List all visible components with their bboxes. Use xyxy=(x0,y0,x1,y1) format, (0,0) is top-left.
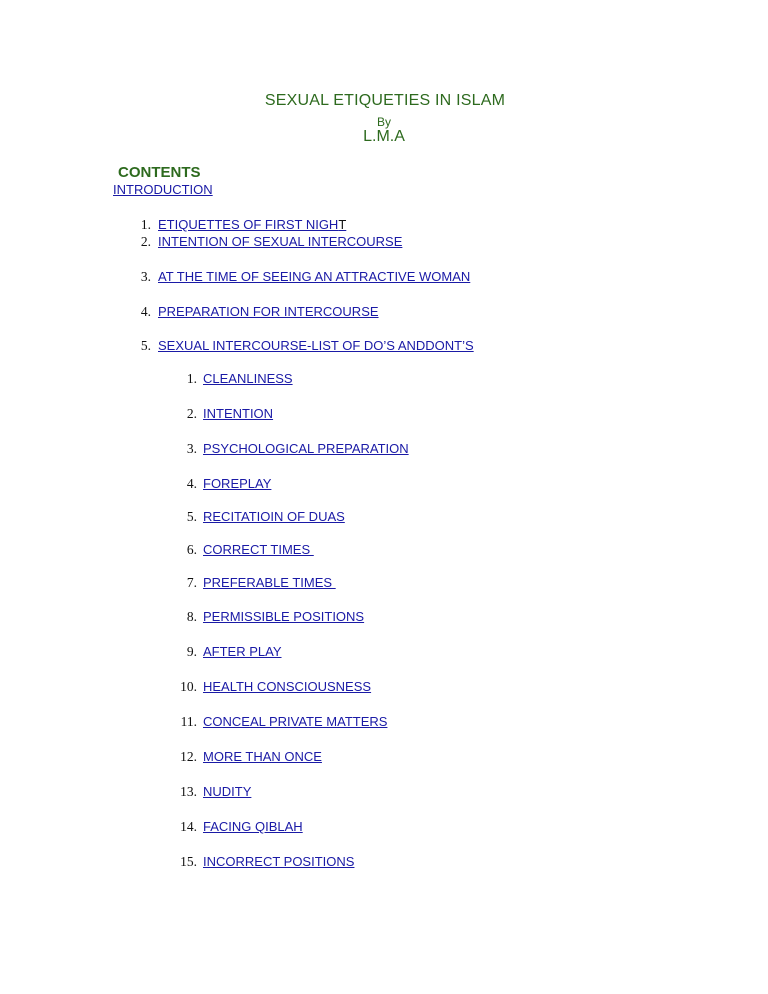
toc-link-introduction[interactable]: INTRODUCTION xyxy=(113,182,213,197)
toc-subitem-number: 10. xyxy=(180,679,197,694)
toc-link[interactable]: INTENTION OF SEXUAL INTERCOURSE xyxy=(158,234,403,249)
toc-subitem-number: 2. xyxy=(186,406,197,421)
toc-item-number: 3. xyxy=(140,269,151,284)
toc-sublink[interactable]: PERMISSIBLE POSITIONS xyxy=(203,609,365,624)
toc-subitem-number: 12. xyxy=(180,749,197,764)
toc-sublink[interactable]: CORRECT TIMES xyxy=(203,542,314,557)
toc-sublink[interactable]: NUDITY xyxy=(203,784,252,799)
toc-sublink[interactable]: AFTER PLAY xyxy=(203,644,282,659)
toc-subitem-number: 14. xyxy=(180,819,197,834)
author-name: L.M.A xyxy=(363,128,405,145)
toc-sublink[interactable]: RECITATIOIN OF DUAS xyxy=(203,509,345,524)
byline: By xyxy=(376,115,391,129)
toc-sublink[interactable]: CONCEAL PRIVATE MATTERS xyxy=(203,714,388,729)
toc-subitem-number: 11. xyxy=(180,714,197,729)
toc-item-number: 1. xyxy=(140,217,151,232)
toc-sublink[interactable]: MORE THAN ONCE xyxy=(203,749,322,764)
toc-subitem-number: 5. xyxy=(186,509,197,524)
toc-sublink[interactable]: FACING QIBLAH xyxy=(203,819,303,834)
toc-subitem-number: 15. xyxy=(180,854,197,869)
toc-subitem-number: 7. xyxy=(186,575,197,590)
toc-subitem-number: 9. xyxy=(186,644,197,659)
toc-sublink[interactable]: HEALTH CONSCIOUSNESS xyxy=(203,679,372,694)
toc-link[interactable]: PREPARATION FOR INTERCOURSE xyxy=(158,304,379,319)
toc-subitem-number: 8. xyxy=(186,609,197,624)
toc-subitem-number: 6. xyxy=(186,542,197,557)
toc-subitem-number: 13. xyxy=(180,784,197,799)
toc-sublink[interactable]: CLEANLINESS xyxy=(203,371,293,386)
toc-sublink[interactable]: INCORRECT POSITIONS xyxy=(203,854,355,869)
document-title: SEXUAL ETIQUETIES IN ISLAM xyxy=(264,92,506,109)
contents-heading: CONTENTS xyxy=(118,164,201,181)
toc-sublink[interactable]: INTENTION xyxy=(203,406,274,421)
toc-item-number: 2. xyxy=(140,234,151,249)
toc-subitem-number: 1. xyxy=(186,371,197,386)
toc-subitem-number: 3. xyxy=(186,441,197,456)
toc-link-tail: T xyxy=(338,217,347,232)
toc-link[interactable]: ETIQUETTES OF FIRST NIGHT xyxy=(158,217,347,232)
toc-link[interactable]: SEXUAL INTERCOURSE-LIST OF DO’S ANDDONT’S xyxy=(158,338,474,353)
toc-sublink[interactable]: PSYCHOLOGICAL PREPARATION xyxy=(203,441,409,456)
toc-sublink[interactable]: FOREPLAY xyxy=(203,476,272,491)
toc-item-number: 4. xyxy=(140,304,151,319)
toc-item-number: 5. xyxy=(140,338,151,353)
toc-subitem-number: 4. xyxy=(186,476,197,491)
toc-link[interactable]: AT THE TIME OF SEEING AN ATTRACTIVE WOMAN xyxy=(158,269,471,284)
toc-sublink[interactable]: PREFERABLE TIMES xyxy=(203,575,336,590)
